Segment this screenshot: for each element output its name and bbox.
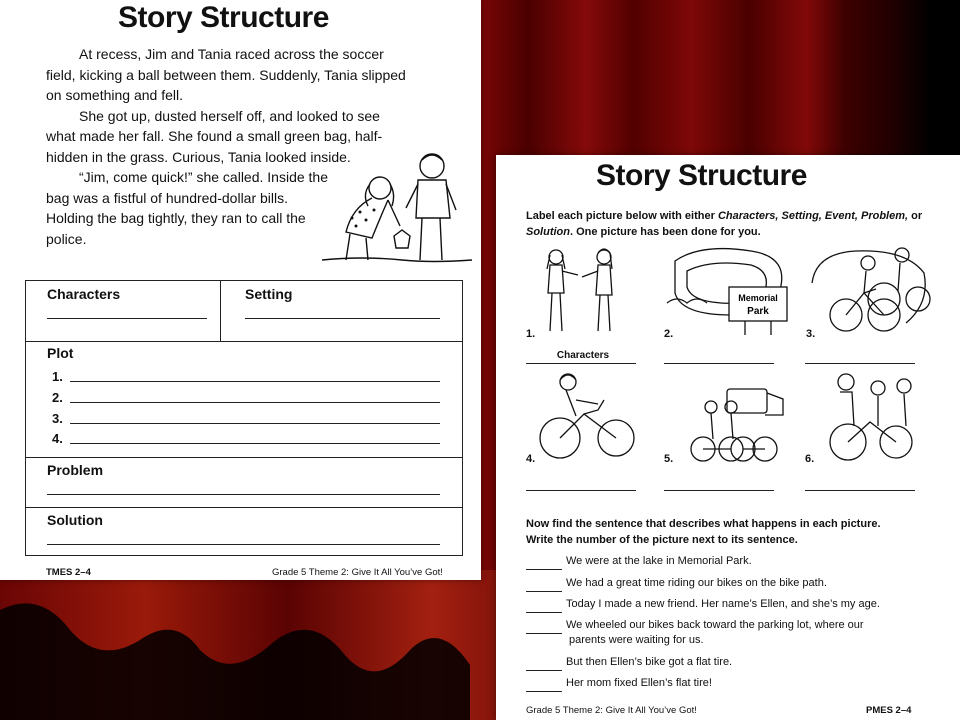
picture-3-number: 3. (806, 328, 816, 340)
solution-answer-line[interactable] (47, 544, 440, 545)
story-paragraph-3: “Jim, come quick!” she called. Inside the bag was a fistful of hundred-dollar bills. Holding the bag tightly, they ran to call the police. (46, 169, 328, 247)
left-footer-grade: Grade 5 Theme 2: Give It All You’ve Got! (272, 567, 443, 578)
plot-number-4: 4. (52, 431, 63, 446)
right-worksheet-page (496, 155, 960, 720)
solution-label: Solution (47, 512, 103, 528)
picture-1-answer-line[interactable] (526, 363, 636, 364)
sentence-5-blank[interactable] (526, 654, 562, 671)
sentence-1: We were at the lake in Memorial Park. (526, 553, 946, 570)
picture-4-number: 4. (526, 453, 536, 465)
picture-3-bike-riders (806, 243, 931, 338)
picture-2-memorial-park (661, 243, 796, 338)
picture-5-answer-line[interactable] (664, 490, 774, 491)
sentence-3: Today I made a new friend. Her name’s Ellen, and she’s my age. (526, 596, 946, 613)
picture-6-group-with-bikes (826, 370, 926, 465)
plot-line-2[interactable] (70, 402, 440, 403)
plot-label: Plot (47, 345, 74, 361)
picture-6-answer-line[interactable] (805, 490, 915, 491)
picture-1-answer: Characters (556, 350, 610, 361)
picture-3-answer-line[interactable] (805, 363, 915, 364)
story-paragraph-2: She got up, dusted herself off, and looked to see what made her fall. She found a small green bag, half-hidden in the grass. Curious, Tania looked inside. (46, 107, 383, 165)
sentence-4-continued: parents were waiting for us. (569, 634, 704, 646)
row-divider (220, 281, 221, 341)
sentence-1-blank[interactable] (526, 553, 562, 570)
picture-4-answer-line[interactable] (526, 490, 636, 491)
plot-line-1[interactable] (70, 381, 440, 382)
sentence-3-blank[interactable] (526, 596, 562, 613)
problem-answer-line[interactable] (47, 494, 440, 495)
sentence-6-blank[interactable] (526, 675, 562, 692)
plot-line-4[interactable] (70, 443, 440, 444)
sign-text-park: Park (747, 306, 769, 317)
plot-line-3[interactable] (70, 423, 440, 424)
find-instructions (526, 517, 946, 548)
left-worksheet-page (0, 0, 481, 580)
sentence-2: We had a great time riding our bikes on the bike path. (526, 575, 946, 592)
find-instructions-line-2: Write the number of the picture next to its sentence. (526, 533, 798, 546)
plot-number-1: 1. (52, 369, 63, 384)
sentence-2-blank[interactable] (526, 575, 562, 592)
story-map-box (25, 280, 463, 556)
sign-text-memorial: Memorial (738, 293, 778, 303)
picture-5-number: 5. (664, 453, 674, 465)
picture-1-two-girls (526, 245, 636, 335)
picture-4-girl-on-bike (536, 370, 636, 465)
label-instructions: Label each picture below with either Characters, Setting, Event, Problem, or Solution. One picture has been done for you. (526, 210, 923, 238)
left-footer-code: TMES 2–4 (46, 567, 91, 578)
sentence-4-blank[interactable] (526, 617, 562, 634)
characters-label: Characters (47, 286, 121, 302)
find-instructions-line-1: Now find the sentence that describes what happens in each picture. (526, 518, 881, 530)
left-page-title: Story Structure (118, 1, 329, 34)
story-paragraph-1: At recess, Jim and Tania raced across the soccer field, kicking a ball between them. Suddenly, Tania slipped on something and fell. (46, 46, 406, 103)
right-footer-grade: Grade 5 Theme 2: Give It All You’ve Got! (526, 705, 697, 716)
right-footer-code: PMES 2–4 (866, 705, 912, 716)
sentence-5: But then Ellen’s bike got a flat tire. (526, 654, 946, 671)
jim-and-tania-illustration (322, 148, 472, 266)
problem-label: Problem (47, 462, 104, 478)
picture-2-number: 2. (664, 328, 674, 340)
right-page-title: Story Structure (596, 159, 807, 192)
picture-1-number: 1. (526, 328, 536, 340)
picture-6-number: 6. (805, 453, 815, 465)
setting-answer-line[interactable] (245, 318, 440, 319)
sentence-6: Her mom fixed Ellen’s flat tire! (526, 675, 946, 692)
characters-answer-line[interactable] (47, 318, 207, 319)
plot-row (26, 341, 462, 458)
plot-number-3: 3. (52, 411, 63, 426)
picture-5-walking-bikes (681, 385, 791, 465)
sentence-4: We wheeled our bikes back toward the parking lot, where our (526, 617, 946, 634)
plot-number-2: 2. (52, 390, 63, 405)
picture-2-answer-line[interactable] (664, 363, 774, 364)
setting-label: Setting (245, 286, 293, 302)
